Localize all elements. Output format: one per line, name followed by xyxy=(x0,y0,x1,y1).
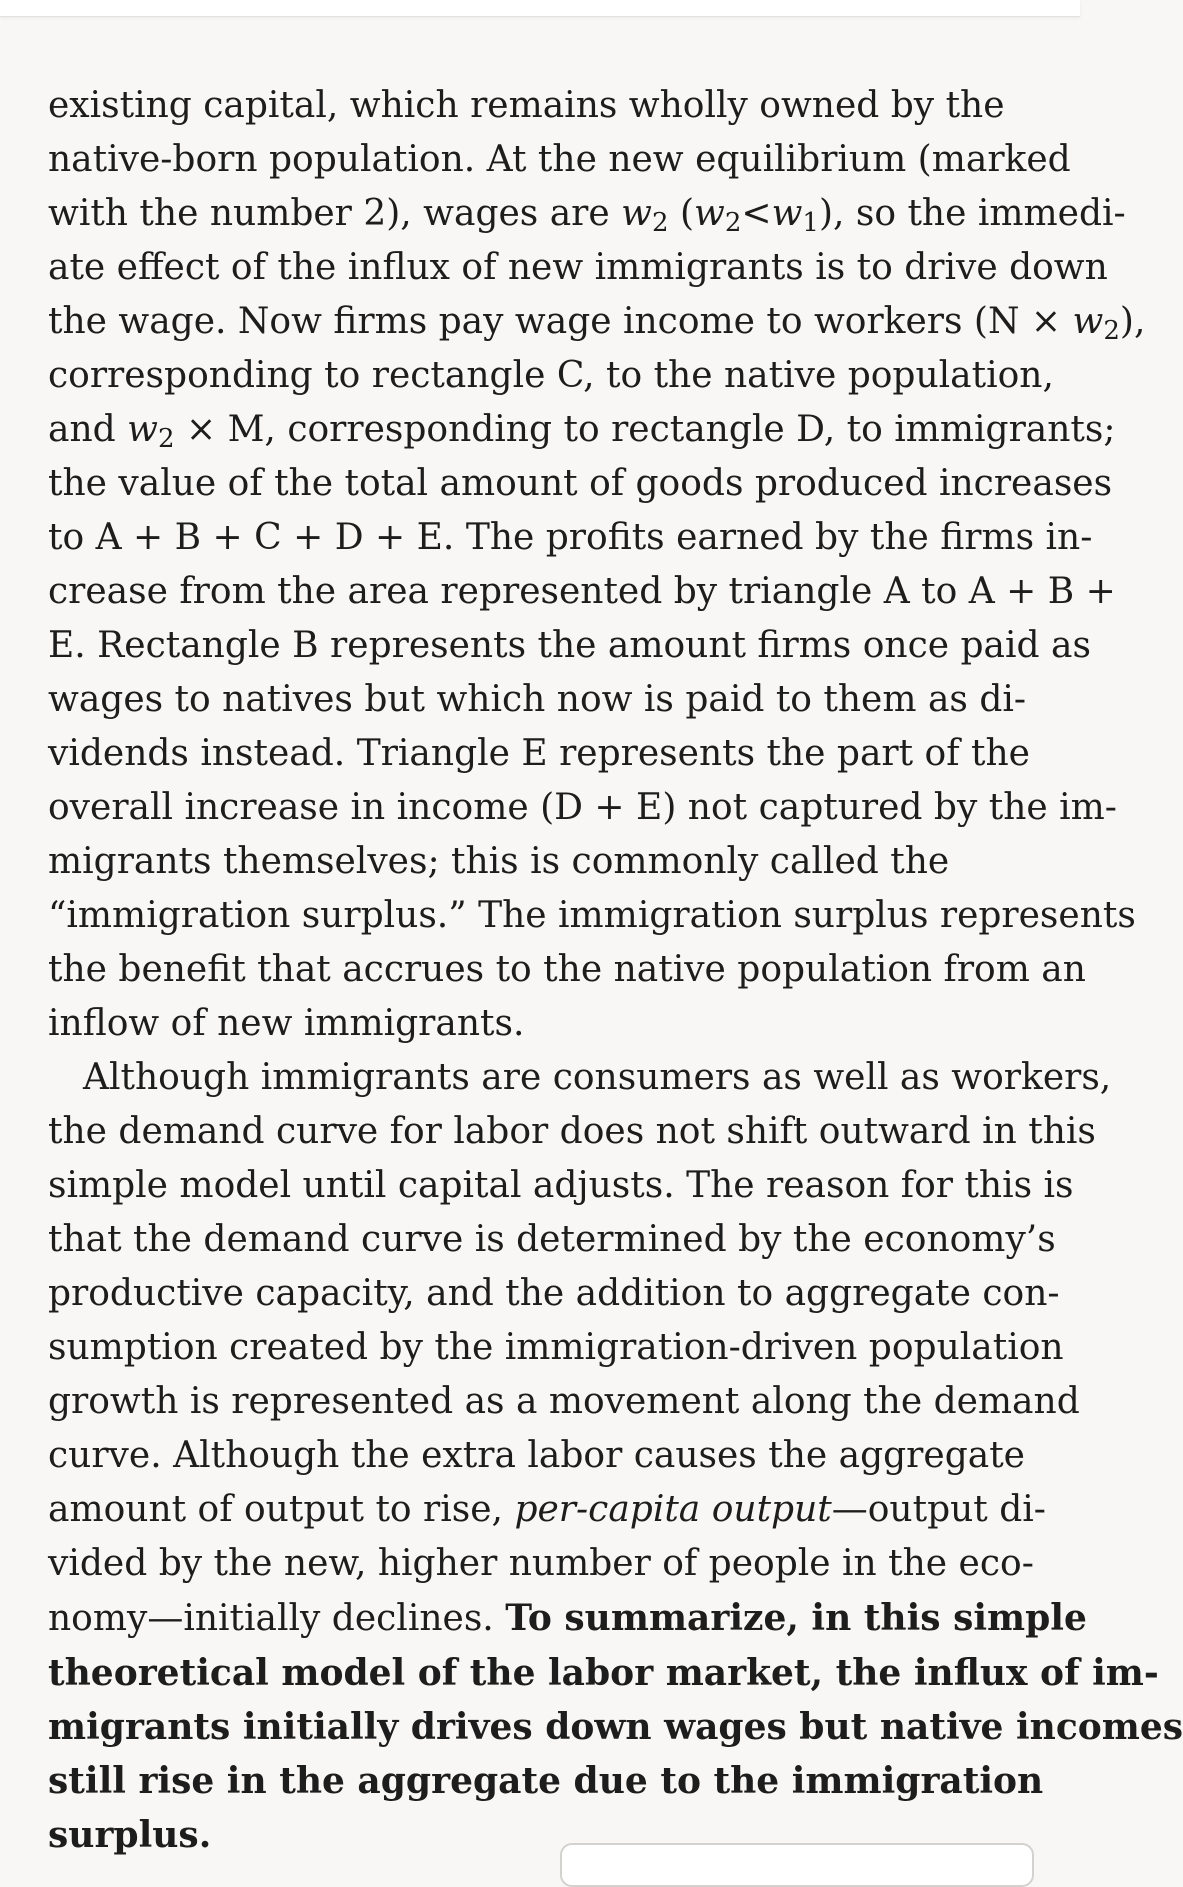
text-line: productive capacity, and the addition to aggregate con- xyxy=(48,1273,1060,1314)
emphasis-text: per-capita output xyxy=(514,1489,832,1530)
text-run: nomy—initially declines. xyxy=(48,1598,506,1639)
math-variable: w xyxy=(771,193,803,234)
reading-pane xyxy=(48,79,1183,1862)
text-line xyxy=(48,1483,1046,1537)
reader-top-bar xyxy=(0,0,1080,17)
text-run: the wage. Now firms pay wage income to workers (N × xyxy=(48,301,1073,342)
text-run: × M, corresponding to rectangle D, to immigrants; xyxy=(174,409,1116,450)
text-run: < xyxy=(741,193,772,234)
math-variable: w xyxy=(621,193,652,234)
math-subscript: 2 xyxy=(157,424,175,454)
text-line: ate effect of the influx of new immigrants is to drive down xyxy=(48,247,1108,288)
text-line: crease from the area represented by triangle A to A + B + xyxy=(48,571,1116,612)
text-line: vidends instead. Triangle E represents the part of the xyxy=(48,733,1030,774)
text-line: sumption created by the immigration-driven population xyxy=(48,1327,1064,1368)
text-line: native-born population. At the new equilibrium (marked xyxy=(48,139,1071,180)
math-subscript: 2 xyxy=(651,208,669,238)
bold-summary-line: surplus. xyxy=(48,1814,212,1856)
text-line: curve. Although the extra labor causes the aggregate xyxy=(48,1435,1025,1476)
text-line: that the demand curve is determined by the economy’s xyxy=(48,1219,1056,1260)
math-subscript: 1 xyxy=(802,208,819,238)
paragraph-consumers-workers xyxy=(48,1051,1183,1862)
bold-summary-line: still rise in the aggregate due to the immigration xyxy=(48,1760,1044,1802)
text-line: the value of the total amount of goods produced increases xyxy=(48,463,1113,504)
floating-page-control[interactable] xyxy=(560,1843,1034,1887)
text-line: overall increase in income (D + E) not captured by the im- xyxy=(48,787,1117,828)
text-line: the demand curve for labor does not shift outward in this xyxy=(48,1111,1096,1152)
bold-summary-text: To summarize, in this simple xyxy=(505,1597,1087,1639)
text-line: Although immigrants are consumers as well as workers, xyxy=(83,1057,1112,1098)
text-line: migrants themselves; this is commonly called the xyxy=(48,841,950,882)
paragraph-immigration-surplus xyxy=(48,79,1146,1051)
math-variable: w xyxy=(127,409,158,450)
text-line xyxy=(48,1591,1087,1646)
text-line: simple model until capital adjusts. The reason for this is xyxy=(48,1165,1074,1206)
text-line: inflow of new immigrants. xyxy=(48,1003,525,1044)
text-run: ), xyxy=(1119,301,1146,342)
text-line xyxy=(48,403,1116,457)
text-run: —output di- xyxy=(831,1489,1046,1530)
text-run: ( xyxy=(668,193,695,234)
text-run: ), so the immedi- xyxy=(818,193,1126,234)
text-line: wages to natives but which now is paid to them as di- xyxy=(48,679,1027,720)
math-variable: w xyxy=(694,193,725,234)
text-line: vided by the new, higher number of people in the eco- xyxy=(48,1543,1034,1584)
text-line: E. Rectangle B represents the amount firms once paid as xyxy=(48,625,1091,666)
text-line: to A + B + C + D + E. The profits earned by the firms in- xyxy=(48,517,1093,558)
math-variable: w xyxy=(1072,301,1104,342)
text-line: growth is represented as a movement along the demand xyxy=(48,1381,1080,1422)
text-line xyxy=(48,187,1126,241)
text-run: amount of output to rise, xyxy=(48,1489,515,1530)
bold-summary-line: migrants initially drives down wages but native incomes xyxy=(48,1706,1183,1748)
text-line: the benefit that accrues to the native population from an xyxy=(48,949,1086,990)
text-line xyxy=(48,295,1146,349)
text-line: existing capital, which remains wholly owned by the xyxy=(48,85,1005,126)
bold-summary-line: theoretical model of the labor market, the influx of im- xyxy=(48,1652,1159,1694)
math-subscript: 2 xyxy=(724,208,742,238)
text-line: corresponding to rectangle C, to the native population, xyxy=(48,355,1054,396)
text-run: with the number 2), wages are xyxy=(48,193,622,234)
text-run: and xyxy=(48,409,128,450)
text-line: “immigration surplus.” The immigration surplus represents xyxy=(48,895,1136,936)
math-subscript: 2 xyxy=(1103,316,1120,346)
